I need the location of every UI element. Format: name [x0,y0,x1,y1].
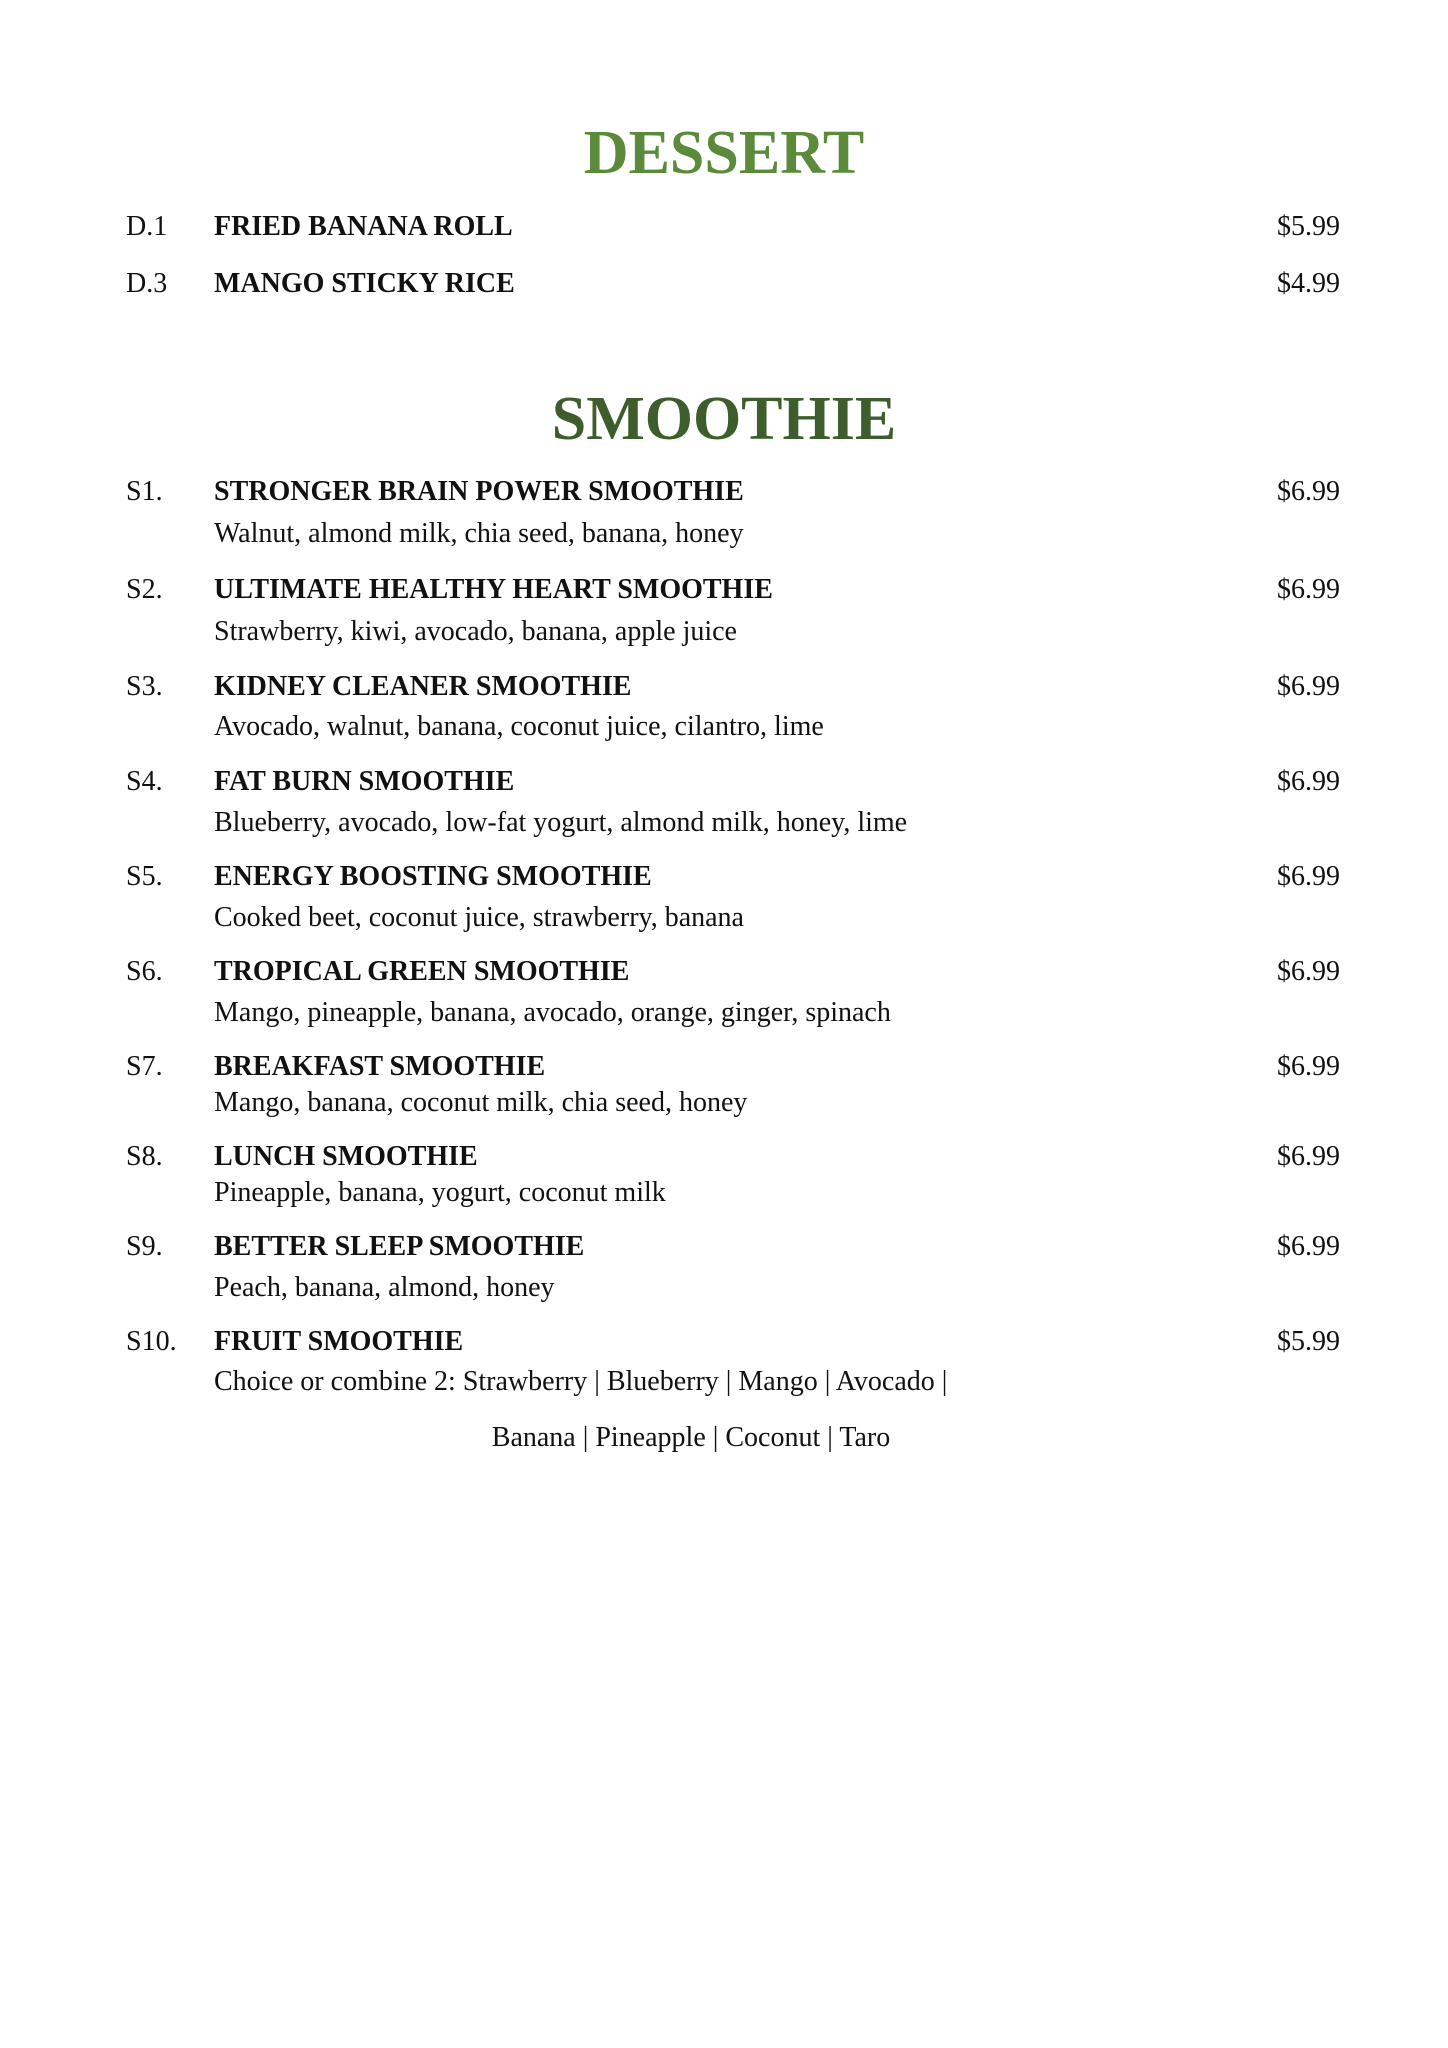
item-price: $6.99 [1277,476,1340,507]
item-code: D.1 [126,211,168,242]
item-code: S5. [126,861,163,892]
item-price: $6.99 [1277,1231,1340,1262]
item-price: $6.99 [1277,574,1340,605]
item-description: Strawberry, kiwi, avocado, banana, apple juice [214,616,737,647]
item-description: Mango, banana, coconut milk, chia seed, honey [214,1087,748,1118]
item-code: D.3 [126,268,168,299]
item-code: S2. [126,574,163,605]
item-code: S7. [126,1051,163,1082]
item-name: ULTIMATE HEALTHY HEART SMOOTHIE [214,574,773,605]
item-code: S6. [126,956,163,987]
item-code: S1. [126,476,163,507]
item-name: STRONGER BRAIN POWER SMOOTHIE [214,476,744,507]
item-code: S10. [126,1326,177,1357]
smoothie-section-title: SMOOTHIE [551,385,897,453]
item-name: BETTER SLEEP SMOOTHIE [214,1231,585,1262]
item-name: LUNCH SMOOTHIE [214,1141,478,1172]
item-price: $5.99 [1277,211,1340,242]
item-price: $6.99 [1277,956,1340,987]
item-name: ENERGY BOOSTING SMOOTHIE [214,861,652,892]
item-price: $6.99 [1277,861,1340,892]
item-description: Choice or combine 2: Strawberry | Blueberry | Mango | Avocado | [214,1366,948,1397]
item-code: S4. [126,766,163,797]
item-price: $5.99 [1277,1326,1340,1357]
item-name: MANGO STICKY RICE [214,268,515,299]
item-description-continued: Banana | Pineapple | Coconut | Taro [491,1422,891,1453]
item-price: $6.99 [1277,766,1340,797]
item-name: BREAKFAST SMOOTHIE [214,1051,546,1082]
item-price: $4.99 [1277,268,1340,299]
item-name: KIDNEY CLEANER SMOOTHIE [214,671,632,702]
item-description: Walnut, almond milk, chia seed, banana, honey [214,518,744,549]
item-price: $6.99 [1277,1051,1340,1082]
item-description: Cooked beet, coconut juice, strawberry, banana [214,902,744,933]
item-name: FAT BURN SMOOTHIE [214,766,515,797]
item-description: Peach, banana, almond, honey [214,1272,555,1303]
item-name: TROPICAL GREEN SMOOTHIE [214,956,630,987]
item-code: S8. [126,1141,163,1172]
item-name: FRIED BANANA ROLL [214,211,513,242]
item-description: Avocado, walnut, banana, coconut juice, cilantro, lime [214,711,824,742]
item-code: S9. [126,1231,163,1262]
item-name: FRUIT SMOOTHIE [214,1326,464,1357]
item-price: $6.99 [1277,1141,1340,1172]
dessert-section-title: DESSERT [583,119,865,187]
item-description: Pineapple, banana, yogurt, coconut milk [214,1177,666,1208]
item-description: Mango, pineapple, banana, avocado, orange, ginger, spinach [214,997,891,1028]
item-code: S3. [126,671,163,702]
item-price: $6.99 [1277,671,1340,702]
item-description: Blueberry, avocado, low-fat yogurt, almond milk, honey, lime [214,807,908,838]
